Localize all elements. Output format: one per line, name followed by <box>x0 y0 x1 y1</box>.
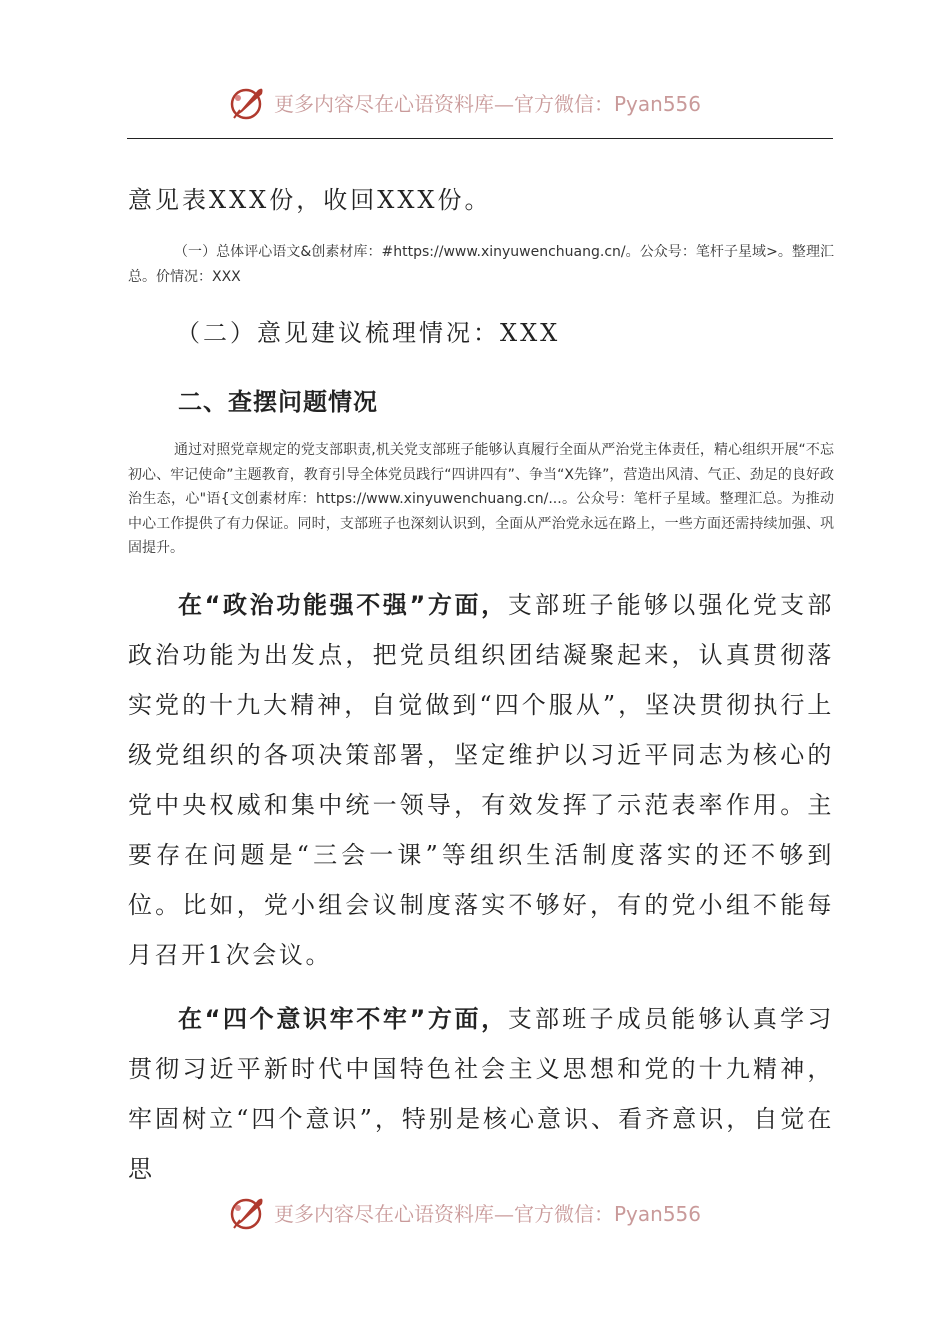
four-consciousness-text: 支部班子成员能够认真学习贯彻习近平新时代中国特色社会主义思想和党的十九精神，牢固树立“四个意识”，特别是核心意识、看齐意识，自觉在思 <box>128 1005 835 1183</box>
political-function-paragraph <box>128 580 834 980</box>
section-1-paragraph: （一）总体评心语文&创素材库：#https://www.xinyuwenchuang.cn/。公众号：笔杆子星域>。整理汇总。价情况：XXX <box>128 244 834 285</box>
header-banner-text: 更多内容尽在心语资料库—官方微信：Pyan556 <box>274 91 702 116</box>
four-consciousness-lead: 在“四个意识牢不牢”方面， <box>178 1005 508 1033</box>
section-2-line: （二）意见建议梳理情况：XXX <box>176 319 561 347</box>
political-function-lead: 在“政治功能强不强”方面， <box>178 591 508 619</box>
quill-pen-logo-icon <box>228 1192 268 1232</box>
footer-banner-text: 更多内容尽在心语资料库—官方微信：Pyan556 <box>274 1201 702 1226</box>
section-heading-2: 二、查摆问题情况 <box>178 388 378 416</box>
wechat-handle: Pyan556 <box>614 1201 702 1226</box>
four-consciousness-paragraph <box>128 994 834 1194</box>
wechat-handle: Pyan556 <box>614 91 702 116</box>
header-divider <box>127 138 833 139</box>
body-line-1: 意见表XXX份，收回XXX份。 <box>128 186 492 214</box>
quill-pen-logo-icon <box>228 82 268 122</box>
political-function-text: 支部班子能够以强化党支部政治功能为出发点，把党员组织团结凝聚起来，认真贯彻落实党的十九大精神，自觉做到“四个服从”，坚决贯彻执行上级党组织的各项决策部署，坚定维护以习近平同志为核心的党中央权威和集中统一领导，有效发挥了示范表率作用。主要存在问题是“三会一课”等组织生活制度落实的还不够到位。比如，党小组会议制度落实不够好，有的党小组不能每月召开1次会议。 <box>128 591 835 969</box>
header-banner <box>228 80 728 124</box>
intro-paragraph: 通过对照党章规定的党支部职责,机关党支部班子能够认真履行全面从严治党主体责任，精心组织开展“不忘初心、牢记使命”主题教育，教育引导全体党员践行“四讲四有”、争当“X先锋”，营造出风清、气正、劲足的良好政治生态，心"语{文创素材库：https://www.xinyuwenchuang.cn/...。公众号：笔杆子星域。整理汇总。为推动中心工作提供了有力保证。同时，支部班子也深刻认识到，全面从严治党永远在路上，一些方面还需持续加强、巩固提升。 <box>128 442 834 556</box>
footer-banner <box>228 1190 728 1234</box>
